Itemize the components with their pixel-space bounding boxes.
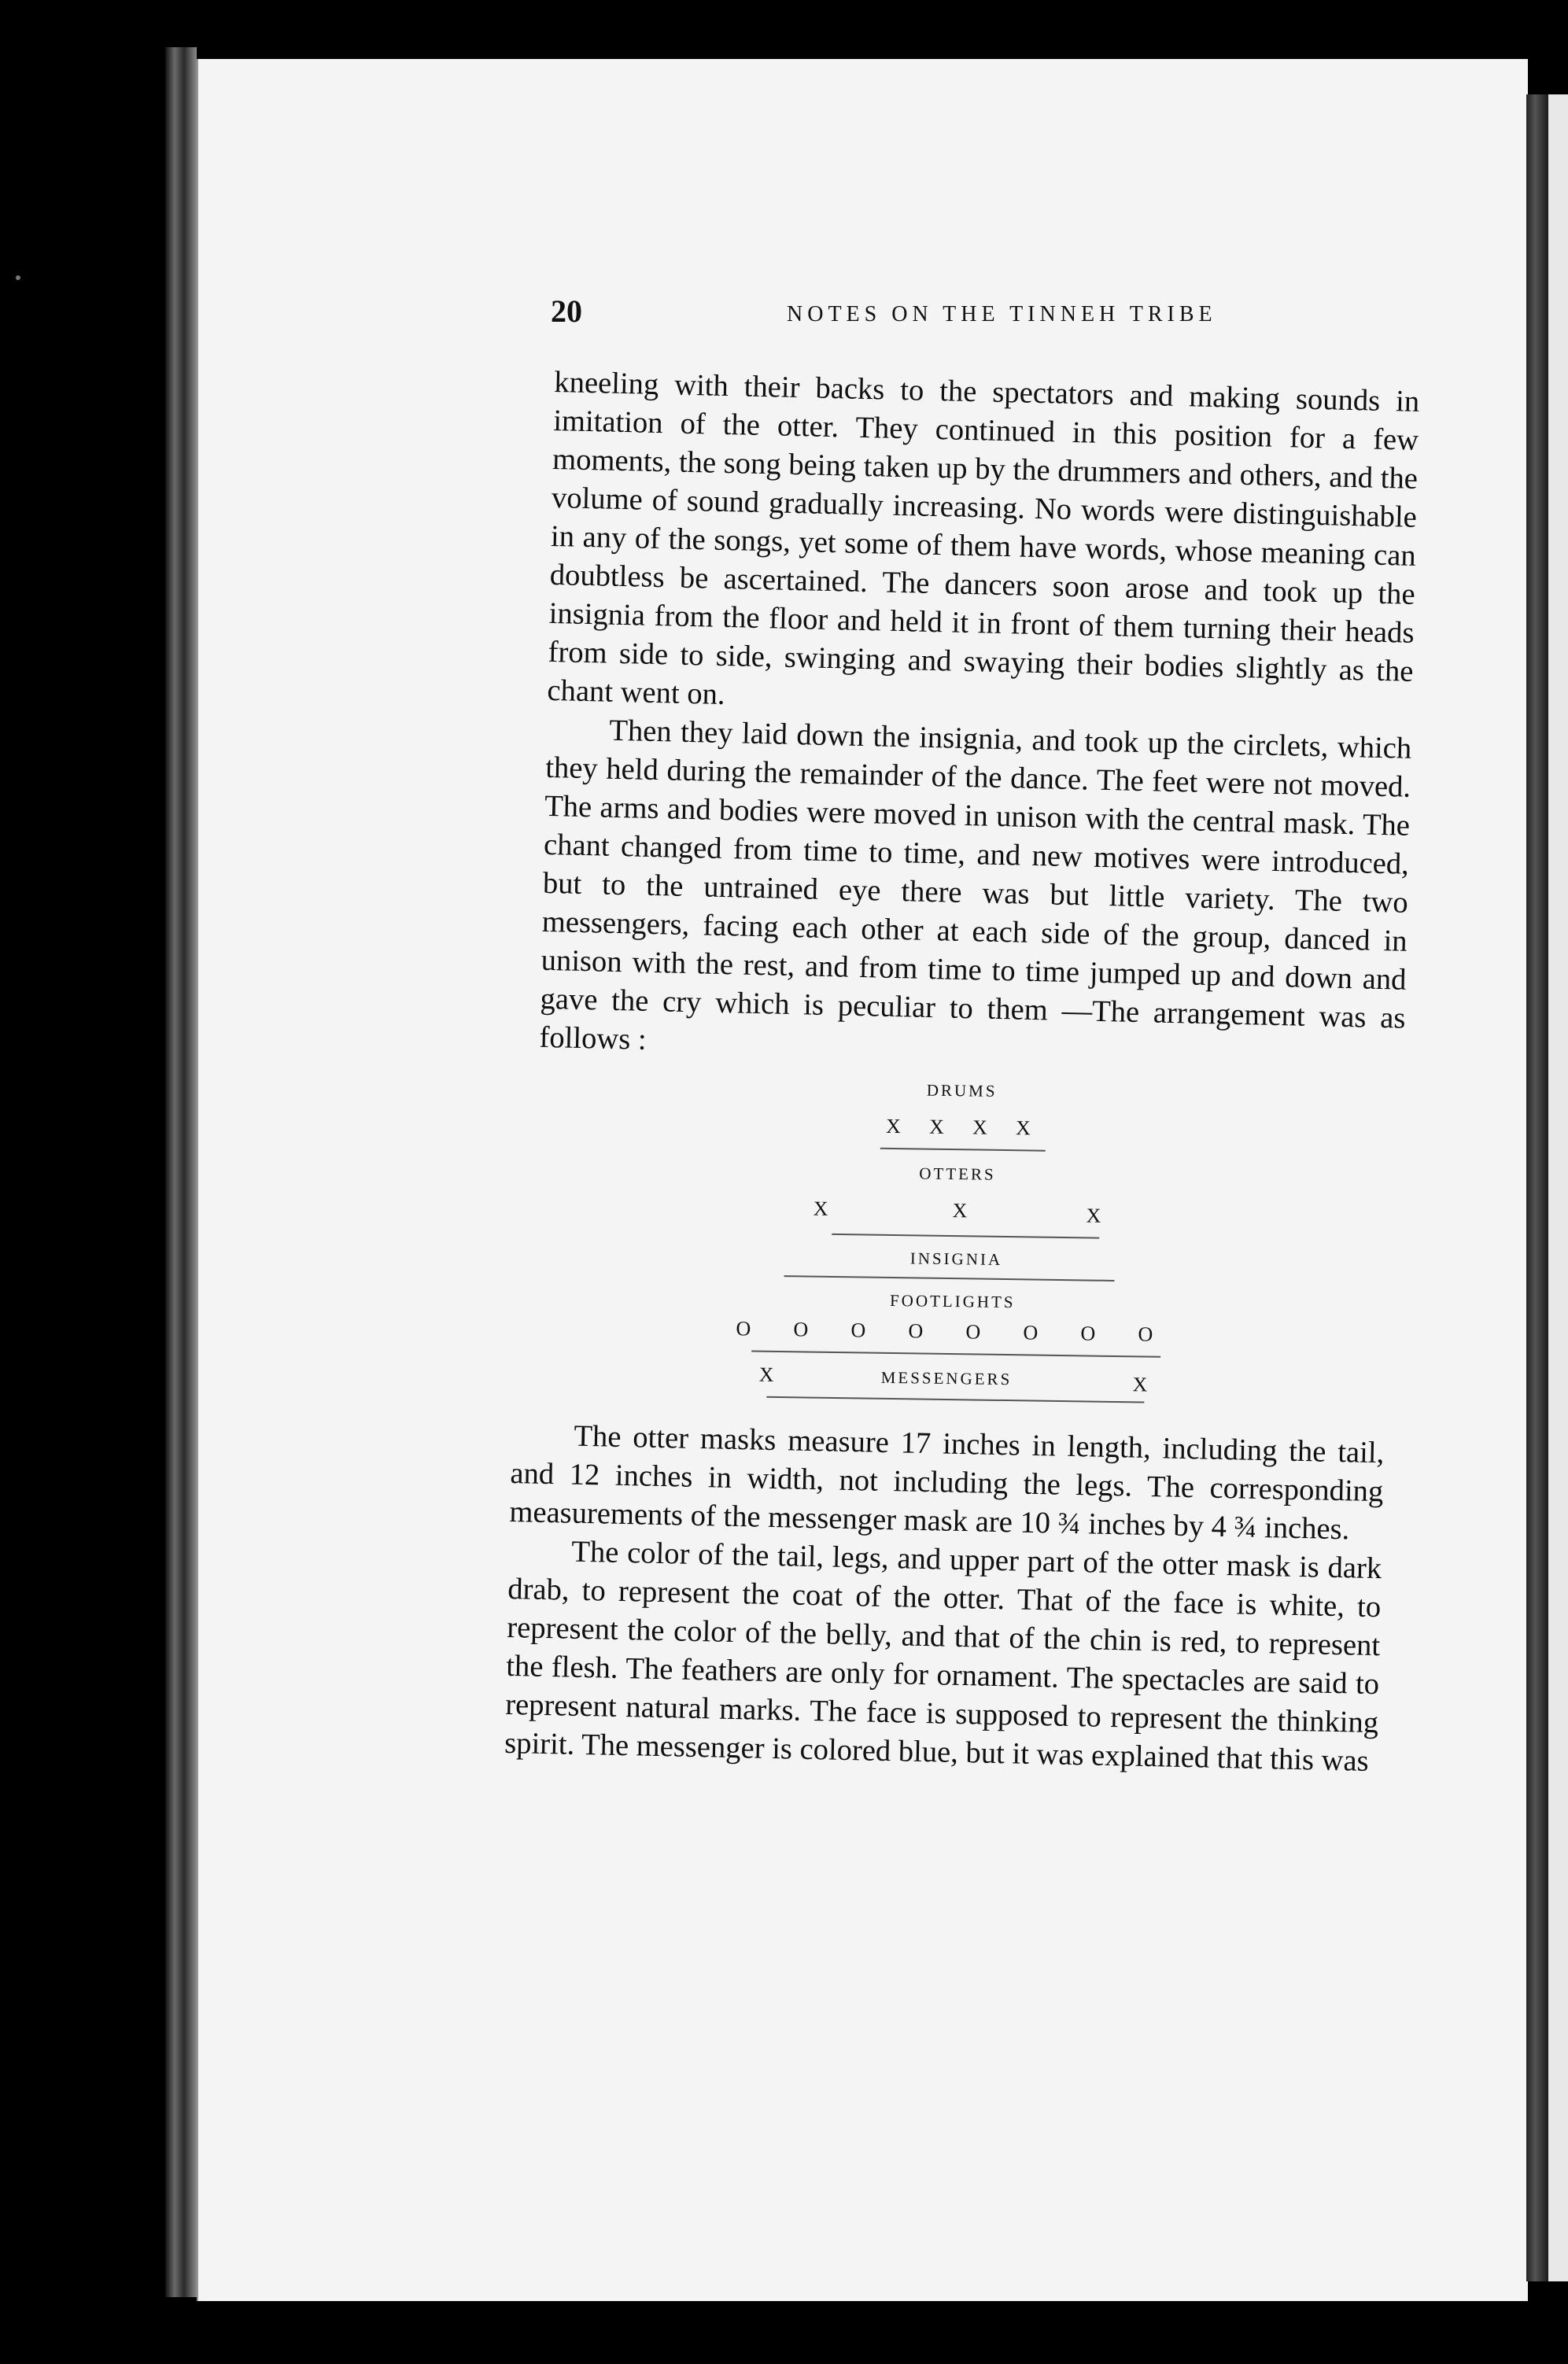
dance-arrangement-diagram (719, 1078, 1196, 1414)
running-head-title: NOTES ON THE TINNEH TRIBE (787, 302, 1217, 326)
insignia-label: INSIGNIA (909, 1248, 1003, 1269)
footlight-mark: O (908, 1319, 924, 1343)
footlight-mark: O (736, 1317, 751, 1341)
messenger-mark: X (1132, 1373, 1148, 1396)
paragraph: The color of the tail, legs, and upper part of the otter mask is dark drab, to represent the coat of the otter. That of the face is white, to represent the color of the belly, and that of the chin is red, to represent the flesh. The feathers are only for ornament. The spectacles are said to represent natural marks. The face is supposed to represent the thinking spirit. The messenger is colored blue, but it was explained that this was (504, 1535, 1382, 1778)
footlight-mark: O (793, 1318, 809, 1341)
drum-mark: X (885, 1114, 902, 1138)
scan-speck (16, 275, 20, 280)
otter-mark: X (813, 1197, 828, 1220)
drums-underline (880, 1148, 1046, 1152)
running-head (551, 293, 1463, 340)
body-text-lower (504, 1416, 1385, 1781)
book-spine-right (1526, 94, 1548, 2281)
footlight-mark: O (965, 1320, 981, 1344)
footlight-mark: O (1023, 1321, 1039, 1344)
otters-underline (832, 1234, 1099, 1239)
messenger-mark: X (758, 1363, 774, 1386)
insignia-underline (784, 1275, 1114, 1282)
paragraph: The otter masks measure 17 inches in length, including the tail, and 12 inches in width, not including the legs. The corresponding measurements of the messenger mask are 10 ¾ inches by 4 ¾ inches. (509, 1419, 1385, 1547)
drum-mark: X (1015, 1116, 1031, 1140)
footlights-underline (751, 1351, 1160, 1358)
page-number: 20 (551, 293, 582, 329)
footlight-mark: O (1080, 1322, 1096, 1345)
otter-mark: X (952, 1199, 968, 1223)
paragraph: kneeling with their backs to the spectators and making sounds in imitation of the otter. They continued in this position for a few moments, the song being taken up by the drummers and others, and the volume of sound gradually increasing. No words were distinguishable in any of the songs, yet some of them have words, whose meaning can doubtless be ascertained. The dancers soon arose and took up the insignia from the floor and held it in front of them turning their heads from side to side, swinging and swaying their bodies slightly as the chant went on. (547, 365, 1420, 712)
otters-label: OTTERS (919, 1164, 996, 1184)
footlights-label: FOOTLIGHTS (889, 1290, 1016, 1312)
messengers-label: MESSENGERS (880, 1367, 1013, 1389)
otter-mark: X (1086, 1204, 1101, 1227)
facing-page-edge (1548, 94, 1568, 2281)
book-spine-left (165, 47, 197, 2297)
messengers-underline (766, 1396, 1144, 1403)
drum-mark: X (972, 1116, 988, 1139)
footlight-mark: O (1138, 1322, 1153, 1346)
drum-mark: X (928, 1115, 945, 1138)
paragraph: Then they laid down the insignia, and took up the circlets, which they held during the remainder of the dance. The feet were not moved. The arms and bodies were moved in unison with the central mask. The chant changed from time to time, and new motives were introduced, but to the untrained eye there was but little variety. The two messengers, facing each other at each side of the group, danced in unison with the rest, and from time to time jumped up and down and gave the cry which is peculiar to them —The arrangement was as follows : (539, 714, 1412, 1057)
drums-label: DRUMS (926, 1080, 998, 1101)
body-text-upper (539, 363, 1420, 1077)
footlight-mark: O (850, 1318, 866, 1342)
